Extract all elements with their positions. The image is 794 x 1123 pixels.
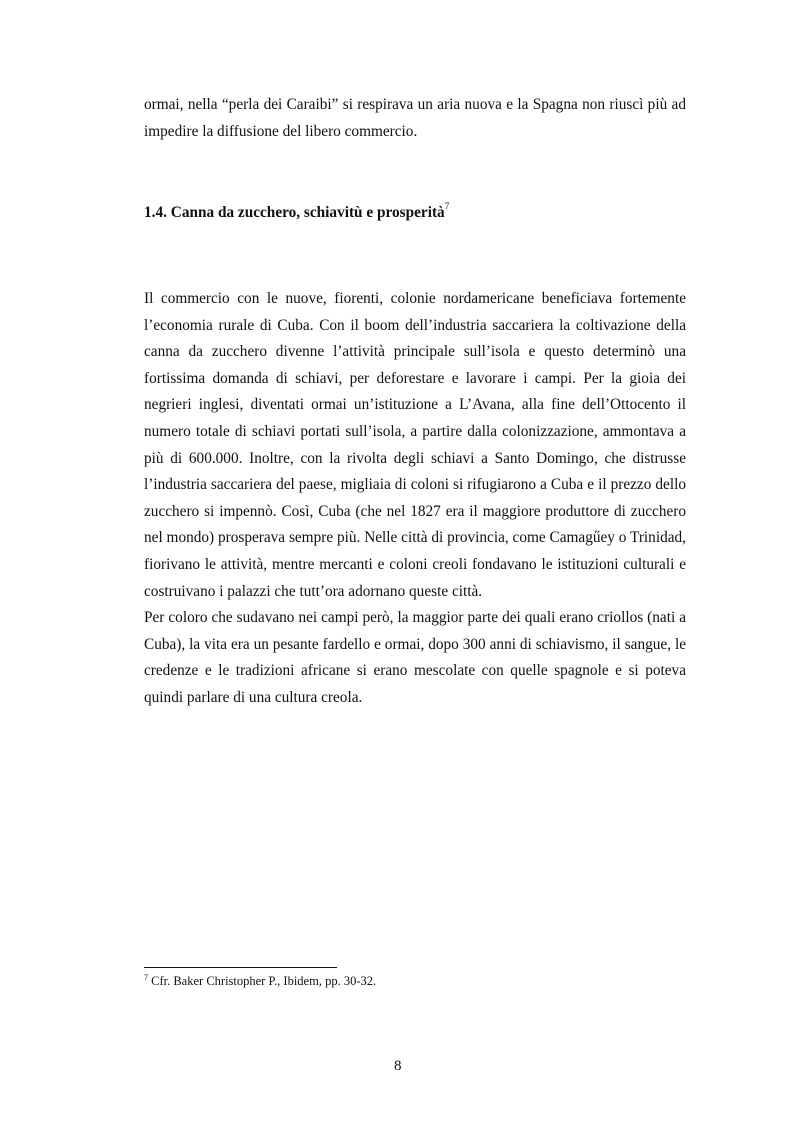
intro-paragraph: ormai, nella “perla dei Caraibi” si respirava un aria nuova e la Spagna non riuscì più ad impedire la diffusione del libero commercio. — [144, 96, 686, 140]
footnote-divider — [144, 967, 337, 968]
heading-footnote-ref[interactable]: 7 — [444, 201, 450, 211]
section-heading — [144, 200, 686, 226]
page-number: 8 — [394, 1058, 402, 1074]
section-body — [144, 286, 686, 712]
section-heading-text: 1.4. Canna da zucchero, schiavitù e prosperità — [144, 204, 445, 221]
intro-paragraph-block — [144, 92, 686, 145]
footnote — [144, 972, 686, 990]
body-paragraph-1: Il commercio con le nuove, fiorenti, colonie nordamericane beneficiava fortemente l’economia rurale di Cuba. Con il boom dell’industria saccariera la coltivazione della canna da zucchero divenne l’attività principale sull’isola e questo determinò una fortissima domanda di schiavi, per deforestare e lavorare i campi. Per la gioia dei negrieri inglesi, diventati ormai un’istituzione a L’Avana, alla fine dell’Ottocento il numero totale di schiavi portati sull’isola, a partire dalla colonizzazione, ammontava a più di 600.000. Inoltre, con la rivolta degli schiavi a Santo Domingo, che distrusse l’industria saccariera del paese, migliaia di coloni si rifugiarono a Cuba e il prezzo dello zucchero si impennò. Così, Cuba (che nel 1827 era il maggiore produttore di zucchero nel mondo) prosperava sempre più. Nelle città di provincia, come Camagűey o Trinidad, fiorivano le attività, mentre mercanti e coloni creoli fondavano le istituzioni culturali e costruivano i palazzi che tutt’ora adornano queste città. — [144, 290, 686, 600]
footnote-text: Cfr. Baker Christopher P., Ibidem, pp. 30-32. — [151, 974, 377, 988]
body-paragraph-2: Per coloro che sudavano nei campi però, la maggior parte dei quali erano criollos (nati a Cuba), la vita era un pesante fardello e ormai, dopo 300 anni di schiavismo, il sangue, le credenze e le tradizioni africane si erano mescolate con quelle spagnole e si poteva quindi parlare di una cultura creola. — [144, 609, 686, 706]
footnote-number: 7 — [144, 973, 148, 982]
